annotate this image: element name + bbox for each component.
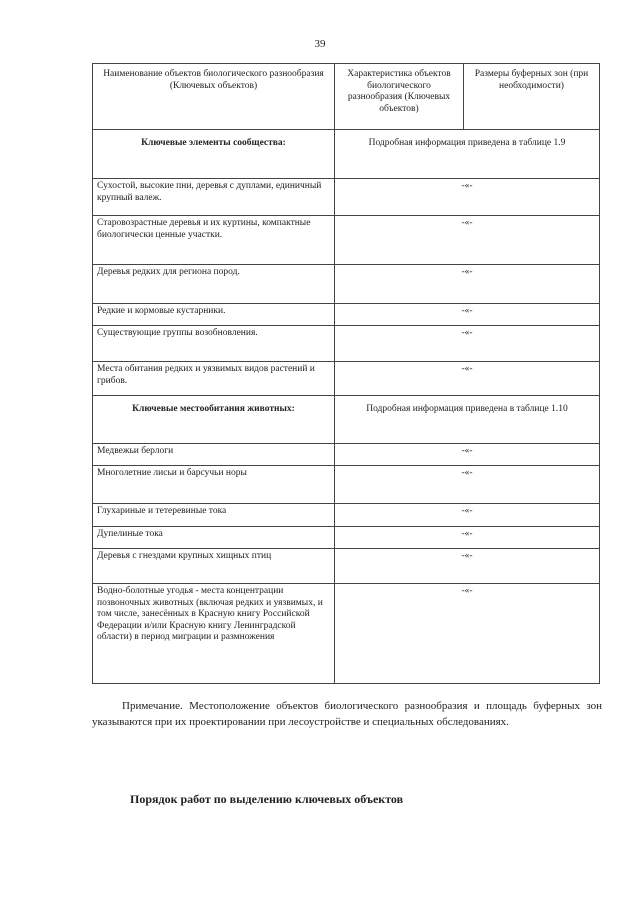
row-value: -«- (335, 444, 600, 466)
section-title-animals: Ключевые местообитания животных: (93, 396, 335, 444)
row-value: -«- (335, 179, 600, 216)
row-value: -«- (335, 362, 600, 396)
row-name: Сухостой, высокие пни, деревья с дуплами, единичный крупный валеж. (93, 179, 335, 216)
table-row (93, 504, 600, 527)
table-row (93, 265, 600, 304)
row-value: -«- (335, 466, 600, 504)
row-value: -«- (335, 304, 600, 326)
table-row (93, 527, 600, 549)
row-value: -«- (335, 527, 600, 549)
row-value: -«- (335, 584, 600, 684)
table-row (93, 216, 600, 265)
row-name: Деревья редких для региона пород. (93, 265, 335, 304)
row-name: Глухариные и тетеревиные тока (93, 504, 335, 527)
table-row (93, 179, 600, 216)
row-value: -«- (335, 549, 600, 584)
table-note: Примечание. Местоположение объектов биологического разнообразия и площадь буферных зон указываются при их проектировании при лесоустройстве и специальных обследованиях. (92, 700, 602, 728)
page-number: 39 (314, 38, 326, 50)
section-info-community: Подробная информация приведена в таблице 1.9 (335, 130, 600, 179)
table-header-row (93, 64, 600, 130)
section-row-animals (93, 396, 600, 444)
section-title-community: Ключевые элементы сообщества: (93, 130, 335, 179)
row-value: -«- (335, 216, 600, 265)
row-name: Водно-болотные угодья - места концентрации позвоночных животных (включая редких и уязвимых, и том числе, занесённых в Красную книгу Российской Федерации и/или Красную книгу Ленинградской области) в период миграции и размножения (93, 584, 335, 684)
table-row (93, 466, 600, 504)
section-heading: Порядок работ по выделению ключевых объектов (130, 792, 404, 806)
row-name: Дупелиные тока (93, 527, 335, 549)
table-row (93, 584, 600, 684)
row-name: Места обитания редких и уязвимых видов растений и грибов. (93, 362, 335, 396)
table-row (93, 444, 600, 466)
table-row (93, 304, 600, 326)
row-name: Многолетние лисьи и барсучьи норы (93, 466, 335, 504)
header-name: Наименование объектов биологического разнообразия (Ключевых объектов) (93, 64, 335, 130)
row-name: Редкие и кормовые кустарники. (93, 304, 335, 326)
row-value: -«- (335, 326, 600, 362)
header-buffer-zones: Размеры буферных зон (при необходимости) (464, 64, 600, 130)
row-name: Медвежьи берлоги (93, 444, 335, 466)
table-row (93, 362, 600, 396)
biodiversity-table (92, 63, 600, 684)
row-name: Старовозрастные деревья и их куртины, компактные биологически ценные участки. (93, 216, 335, 265)
row-value: -«- (335, 265, 600, 304)
table-row (93, 549, 600, 584)
row-value: -«- (335, 504, 600, 527)
section-row-community (93, 130, 600, 179)
header-characteristics: Характеристика объектов биологического разнообразия (Ключевых объектов) (335, 64, 464, 130)
section-info-animals: Подробная информация приведена в таблице 1.10 (335, 396, 600, 444)
row-name: Существующие группы возобновления. (93, 326, 335, 362)
row-name: Деревья с гнездами крупных хищных птиц (93, 549, 335, 584)
table-row (93, 326, 600, 362)
